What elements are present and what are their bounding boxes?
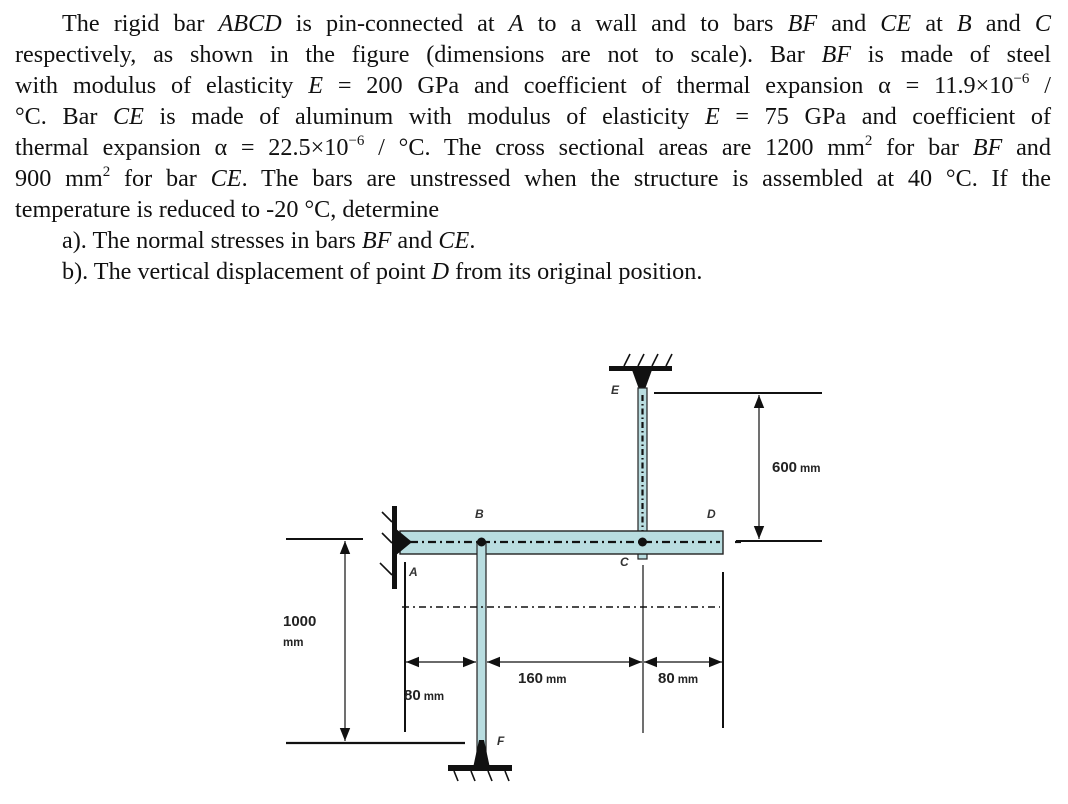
- support-e: [609, 354, 672, 392]
- dim-cd-value: 80: [658, 670, 675, 687]
- pin-c: [638, 538, 647, 547]
- dimension-1000: [283, 539, 465, 743]
- label-point-c: C: [620, 555, 629, 569]
- support-a-wall: [380, 506, 412, 589]
- dim-600-value: 600: [772, 459, 798, 476]
- svg-text:600mm: [772, 459, 820, 476]
- dim-bc-unit: mm: [546, 674, 567, 686]
- rigid-bar-abcd: [400, 531, 741, 554]
- problem-line-5: thermal expansion $\alpha = 22.5\times 10^{-6} / ^\circ C$. The cross sectional areas are 1200 $mm^2$ for bar BF and: [15, 133, 1051, 161]
- svg-text:80mm: [658, 670, 698, 687]
- label-point-a: A: [409, 565, 418, 579]
- pin-b: [477, 538, 486, 547]
- question-b: b). The vertical displacement of point D from its original position.: [62, 258, 703, 285]
- support-f: [448, 740, 512, 781]
- dim-ab-value: 80: [404, 687, 421, 704]
- problem-line-1: The rigid bar ABCD is pin-connected at A to a wall and to bars BF and CE at B and C: [62, 10, 1051, 37]
- problem-line-3: with modulus of elasticity E = 200 GPa and coefficient of thermal expansion $\alpha = 11.9\times 10^{-6}$ /: [15, 71, 1051, 99]
- bar-ce: [638, 388, 647, 559]
- dimension-bc: [487, 662, 642, 687]
- extension-lines: [402, 562, 723, 733]
- problem-line-4: °C. Bar CE is made of aluminum with modulus of elasticity E = 75 GPa and coefficient of: [15, 103, 1052, 130]
- dim-bc-value: 160: [518, 670, 544, 687]
- label-point-b: B: [475, 507, 484, 521]
- svg-text:160mm: [518, 670, 566, 687]
- svg-text:80mm: [404, 687, 444, 704]
- dim-ab-unit: mm: [423, 691, 445, 703]
- problem-statement: [15, 8, 1051, 287]
- label-point-f: F: [497, 734, 505, 748]
- bar-bf: [477, 542, 486, 755]
- label-point-d: D: [707, 507, 716, 521]
- dimension-cd: [644, 662, 722, 687]
- dimension-600: [654, 393, 822, 541]
- problem-line-2: respectively, as shown in the figure (dimensions are not to scale). Bar BF is made of steel: [15, 41, 1052, 68]
- dim-600-unit: mm: [800, 463, 821, 475]
- question-a: a). The normal stresses in bars BF and CE.: [62, 227, 476, 254]
- label-point-e: E: [611, 383, 620, 397]
- problem-line-6: 900 $mm^2$ for bar CE. The bars are unstressed when the structure is assembled at 40 °C. If the: [15, 164, 1051, 192]
- problem-paragraph: [15, 8, 1051, 287]
- dim-cd-unit: mm: [677, 674, 699, 686]
- problem-line-7: temperature is reduced to -20 °C, determine: [15, 196, 440, 223]
- dim-1000-value: 1000: [283, 613, 317, 630]
- dim-1000-unit: mm: [283, 637, 304, 649]
- dimension-ab: [404, 662, 476, 704]
